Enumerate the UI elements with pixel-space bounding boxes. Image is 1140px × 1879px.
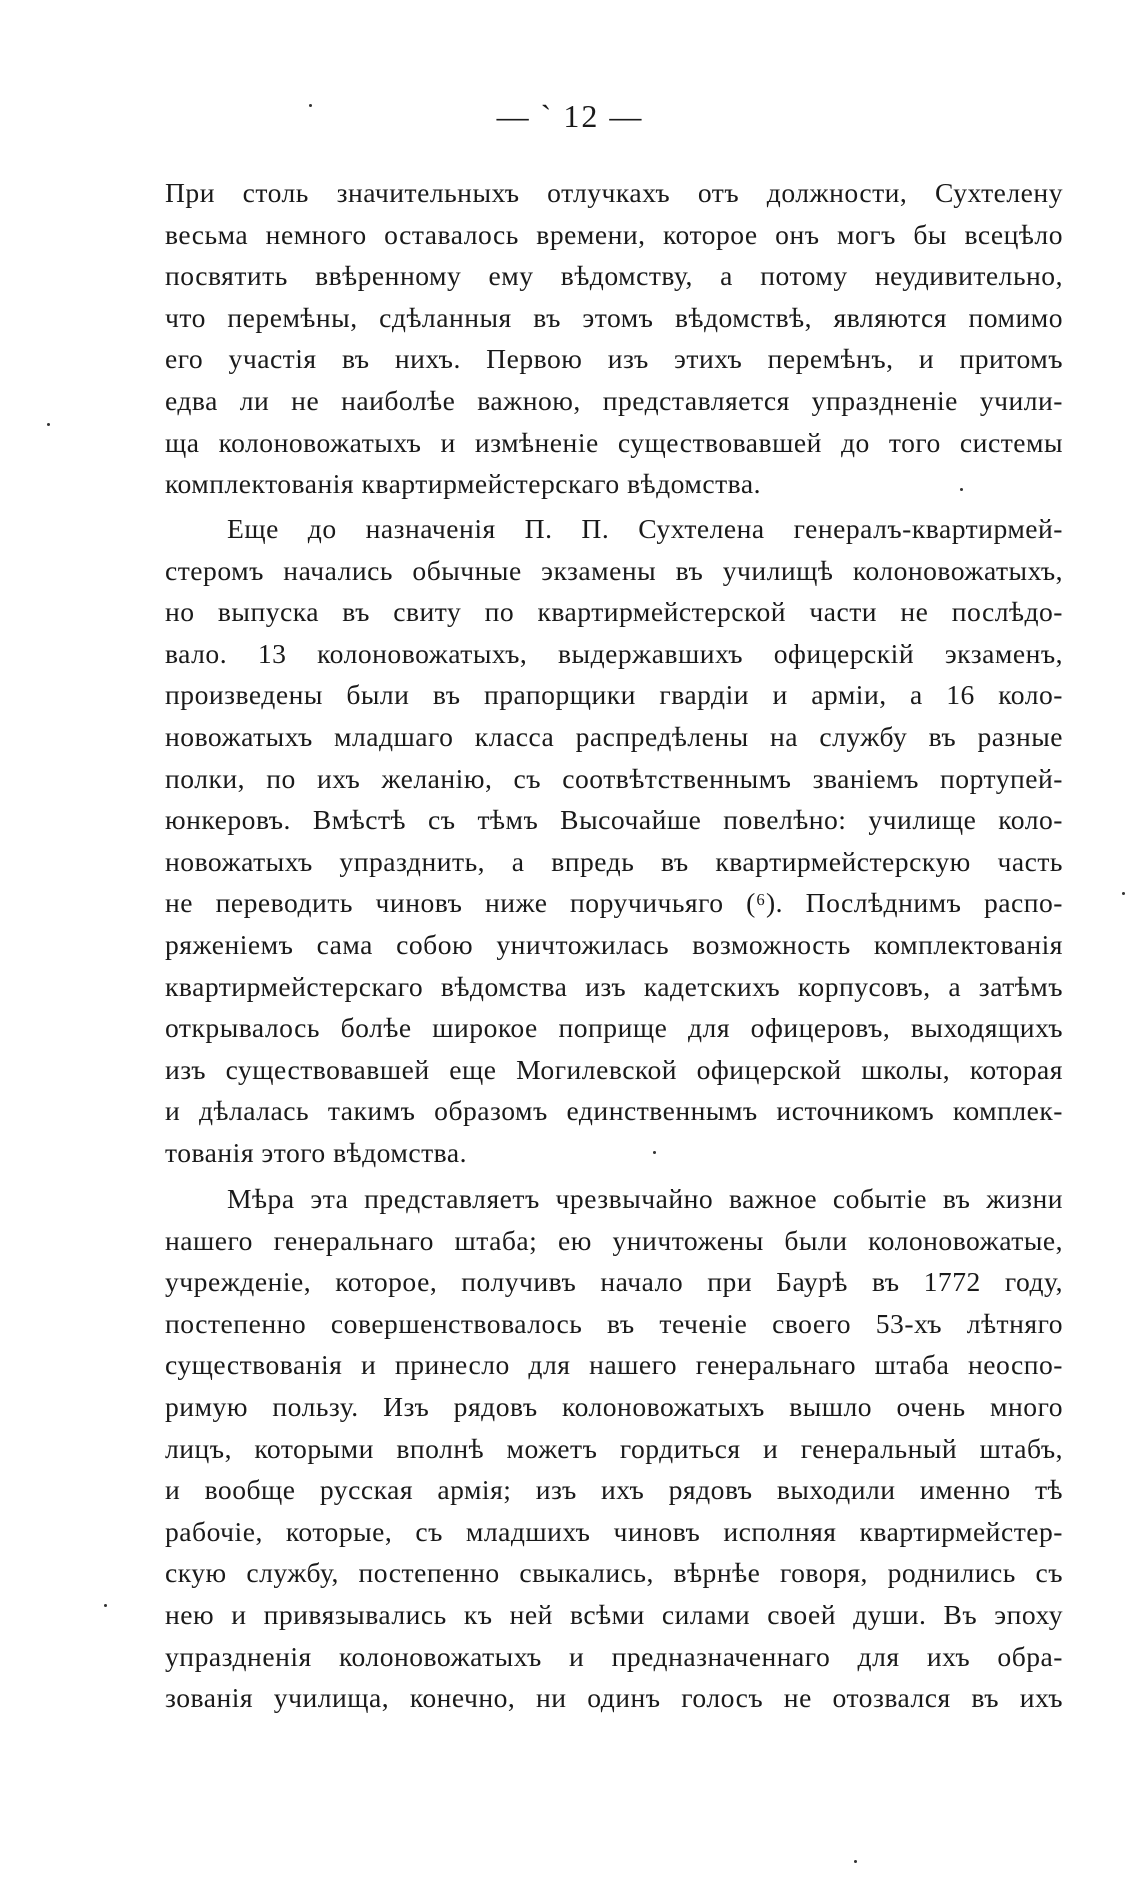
text-line: едва ли не наиболѣе важною, представляется упраздненіе учили- bbox=[165, 384, 1063, 416]
text-line: постепенно совершенствовалось въ теченіе своего 53-хъ лѣтняго bbox=[165, 1307, 1063, 1339]
text-line: его участія въ нихъ. Первою изъ этихъ перемѣнъ, и притомъ bbox=[165, 343, 1063, 375]
text-line: комплектованія квартирмейстерскаго вѣдомства. bbox=[165, 468, 761, 500]
text-line: зованія училища, конечно, ни одинъ голосъ не отозвался въ ихъ bbox=[165, 1682, 1063, 1714]
text-line: нею и привязывались къ ней всѣми силами своей души. Въ эпоху bbox=[165, 1598, 1063, 1630]
scan-speck bbox=[960, 488, 963, 491]
text-line: Еще до назначенія П. П. Сухтелена генералъ-квартирмей- bbox=[227, 513, 1063, 544]
text-line: но выпуска въ свиту по квартирмейстерской части не послѣдо- bbox=[165, 596, 1063, 628]
text-line: тованія этого вѣдомства. bbox=[165, 1136, 467, 1168]
paragraph-2 bbox=[165, 508, 1063, 1174]
text-line: упраздненія колоновожатыхъ и предназначеннаго для ихъ обра- bbox=[165, 1640, 1063, 1672]
text-line: учрежденіе, которое, получивъ начало при Баурѣ въ 1772 году, bbox=[165, 1266, 1063, 1298]
paragraph-1 bbox=[165, 172, 1063, 505]
text-line: существованія и принесло для нашего генеральнаго штаба неоспо- bbox=[165, 1349, 1063, 1381]
text-line: При столь значительныхъ отлучкахъ отъ должности, Сухтелену bbox=[165, 177, 1063, 208]
scan-speck bbox=[47, 423, 50, 426]
text-line: посвятить ввѣренному ему вѣдомству, а потому неудивительно, bbox=[165, 260, 1063, 292]
text-line: полки, по ихъ желанію, съ соотвѣтственнымъ званіемъ портупей- bbox=[165, 762, 1063, 794]
text-line: стеромъ начались обычные экзамены въ училищѣ колоновожатыхъ, bbox=[165, 554, 1063, 586]
text-line: юнкеровъ. Вмѣстѣ съ тѣмъ Высочайше повелѣно: училище коло- bbox=[165, 804, 1063, 836]
text-line: римую пользу. Изъ рядовъ колоновожатыхъ вышло очень много bbox=[165, 1390, 1063, 1422]
paragraph-3 bbox=[165, 1178, 1063, 1719]
text-line: Мѣра эта представляетъ чрезвычайно важное событіе въ жизни bbox=[227, 1183, 1063, 1214]
scan-speck bbox=[104, 1604, 107, 1607]
scan-speck bbox=[1122, 892, 1125, 895]
text-line: весьма немного оставалось времени, которое онъ могъ бы всецѣло bbox=[165, 218, 1063, 250]
page-number-header: — ` 12 — bbox=[496, 98, 644, 134]
text-line: ряженіемъ сама собою уничтожилась возможность комплектованія bbox=[165, 928, 1063, 960]
scan-speck bbox=[309, 104, 312, 107]
text-line: и вообще русская армія; изъ ихъ рядовъ выходили именно тѣ bbox=[165, 1474, 1063, 1506]
text-line: вало. 13 колоновожатыхъ, выдержавшихъ офицерскій экзаменъ, bbox=[165, 637, 1063, 669]
text-line: изъ существовавшей еще Могилевской офицерской школы, которая bbox=[165, 1053, 1063, 1085]
text-line: что перемѣны, сдѣланныя въ этомъ вѣдомствѣ, являются помимо bbox=[165, 301, 1063, 333]
text-line: произведены были въ прапорщики гвардіи и арміи, а 16 коло- bbox=[165, 679, 1063, 711]
text-line: скую службу, постепенно свыкались, вѣрнѣе говоря, роднились съ bbox=[165, 1557, 1063, 1589]
text-line: открывалось болѣе широкое поприще для офицеровъ, выходящихъ bbox=[165, 1012, 1063, 1044]
text-line: квартирмейстерскаго вѣдомства изъ кадетскихъ корпусовъ, а затѣмъ bbox=[165, 970, 1063, 1002]
text-line: не переводить чиновъ ниже поручичьяго (⁶). Послѣднимъ распо- bbox=[165, 887, 1063, 919]
text-line: рабочіе, которые, съ младшихъ чиновъ исполняя квартирмейстер- bbox=[165, 1515, 1063, 1547]
scan-speck bbox=[854, 1860, 857, 1863]
text-line: нашего генеральнаго штаба; ею уничтожены были колоновожатые, bbox=[165, 1224, 1063, 1256]
text-line: ща колоновожатыхъ и измѣненіе существовавшей до того системы bbox=[165, 426, 1063, 458]
text-line: новожатыхъ младшаго класса распредѣлены на службу въ разные bbox=[165, 720, 1063, 752]
text-line: лицъ, которыми вполнѣ можетъ гордиться и генеральный штабъ, bbox=[165, 1432, 1063, 1464]
text-line: и дѣлалась такимъ образомъ единственнымъ источникомъ комплек- bbox=[165, 1095, 1063, 1127]
scan-speck bbox=[653, 1151, 656, 1154]
text-line: новожатыхъ упразднить, а впредь въ квартирмейстерскую часть bbox=[165, 845, 1063, 877]
